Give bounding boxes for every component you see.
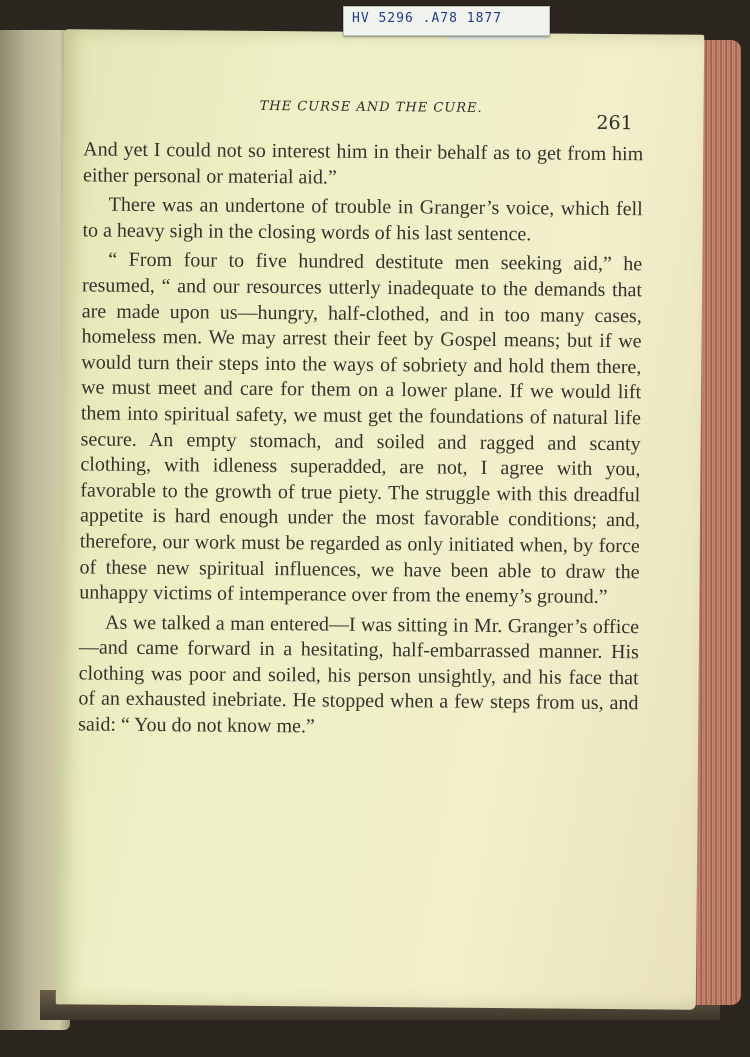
page-number: 261 — [596, 111, 633, 135]
paragraph-4: As we talked a man entered—I was sitting in Mr. Granger’s office—and came forward in a hesitating, half-embarrassed manner. His clothing was poor and soiled, his person unsightly, and his face that of an exhausted inebriate. He stopped when a few steps from us, and said: “ You do not know me.” — [78, 611, 640, 738]
page-body — [78, 137, 643, 743]
paragraph-1: And yet I could not so interest him in their behalf as to get from him either personal or material aid.” — [82, 138, 644, 189]
paragraph-3: “ From four to five hundred destitute men seeking aid,” he resumed, “ and our resources utterly inadequate to the demands that are made upon us—hungry, half-clothed, and in too many cases, homeless men. We may arrest their feet by Gospel means; but if we would turn their steps into the ways of sobriety and hold them there, we must meet and care for them on a lower plane. If we would lift them into spiritual safety, we must get the foundations of natural life secure. An empty stomach, and soiled and ragged and scanty clothing, with idleness superadded, are not, I agree with you, favorable to the growth of true piety. The struggle with this dreadful appetite is hard enough under the most favorable conditions; and, therefore, our work must be regarded as only initiated when, by force of these new spiritual influences, we have been able to draw the unhappy victims of intemperance over from the enemy’s ground.” — [79, 248, 643, 609]
book-page — [56, 29, 704, 1010]
running-head: THE CURSE AND THE CURE. — [259, 98, 483, 116]
call-number: HV 5296 .A78 1877 — [352, 11, 503, 26]
library-call-number-label — [343, 6, 550, 36]
paragraph-2: There was an undertone of trouble in Granger’s voice, which fell to a heavy sigh in the closing words of his last sentence. — [82, 193, 643, 246]
